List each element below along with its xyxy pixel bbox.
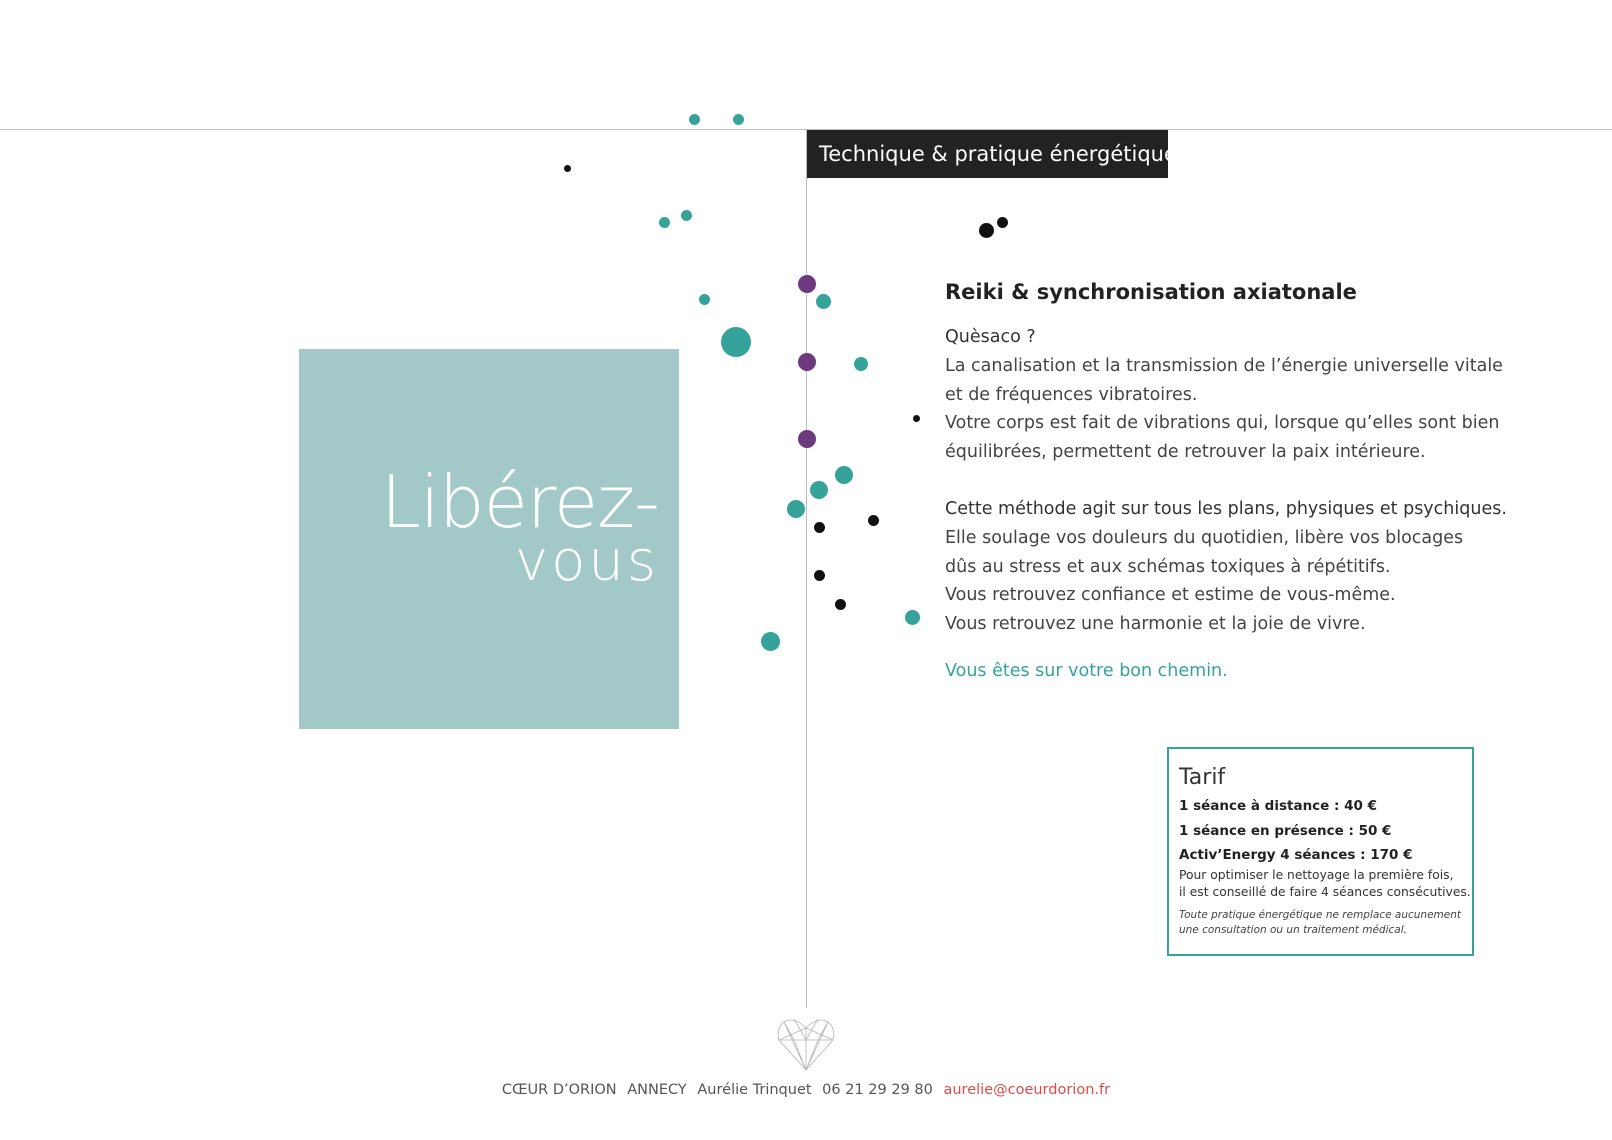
dot [721,327,751,357]
footer-city: ANNECY [627,1082,687,1098]
para1-line: Votre corps est fait de vibrations qui, lorsque qu’elles sont bien [945,413,1500,434]
dot [816,294,831,309]
price-package: Activ’Energy 4 séances : 170 € [1179,847,1413,863]
para1-line: La canalisation et la transmission de l’énergie universelle vitale [945,355,1503,376]
hero-line-2: vous [514,529,659,594]
disclaimer-line: une consultation ou un traitement médical. [1179,924,1407,936]
dot [761,632,780,651]
price-presence: 1 séance en présence : 50 € [1179,823,1392,839]
para2-line: dûs au stress et aux schémas toxiques à répétitifs. [945,556,1391,577]
center-rule [806,130,807,1008]
dot [798,430,816,448]
footer-phone: 06 21 29 29 80 [822,1082,933,1098]
dot [835,466,853,484]
dot [798,275,816,293]
tarif-note: il est conseillé de faire 4 séances consécutives. [1179,885,1471,899]
dot [564,165,571,172]
para2-line: Vous retrouvez une harmonie et la joie de vivre. [945,614,1366,635]
para1-line: et de fréquences vibratoires. [945,384,1198,405]
dot [997,217,1008,228]
dot [681,210,692,221]
hero-title [380,460,659,594]
content-title: Reiki & synchronisation axiatonale [945,280,1357,304]
question: Quèsaco ? [945,327,1036,347]
dot [913,415,920,422]
disclaimer-line: Toute pratique énergétique ne remplace aucunement [1179,909,1461,921]
dot [814,522,825,533]
dot [854,357,868,371]
dot [905,610,920,625]
para2-line: Elle soulage vos douleurs du quotidien, libère vos blocages [945,527,1464,548]
dot [699,294,710,305]
dot [733,114,744,125]
main-content [945,276,1505,686]
price-distance: 1 séance à distance : 40 € [1179,798,1378,814]
tarif-title: Tarif [1179,765,1226,790]
dot [979,223,994,238]
footer-brand: CŒUR D’ORION [501,1082,617,1098]
footer-name: Aurélie Trinquet [697,1082,812,1098]
tarif-box [1167,747,1474,956]
para2-line: Vous retrouvez confiance et estime de vous-même. [945,585,1396,606]
section-label: Technique & pratique énergétique [807,130,1168,178]
footer [0,1082,1612,1098]
dot [810,481,828,499]
para2-line: Cette méthode agit sur tous les plans, physiques et psychiques. [945,498,1507,519]
dot [659,217,670,228]
heart-logo-icon [776,1016,836,1072]
hero-square [299,349,679,729]
closing-line: Vous êtes sur votre bon chemin. [945,660,1228,681]
dot [787,500,805,518]
dot [868,515,879,526]
tarif-note: Pour optimiser le nettoyage la première fois, [1179,868,1454,882]
dot [814,570,825,581]
dot [689,114,700,125]
footer-email-link[interactable]: aurelie@coeurdorion.fr [943,1082,1111,1098]
hero-line-1: Libérez- [380,460,659,544]
tarif-disclaimer [1179,908,1463,938]
dot [798,353,816,371]
para1-line: équilibrées, permettent de retrouver la paix intérieure. [945,442,1426,463]
dot [835,599,846,610]
